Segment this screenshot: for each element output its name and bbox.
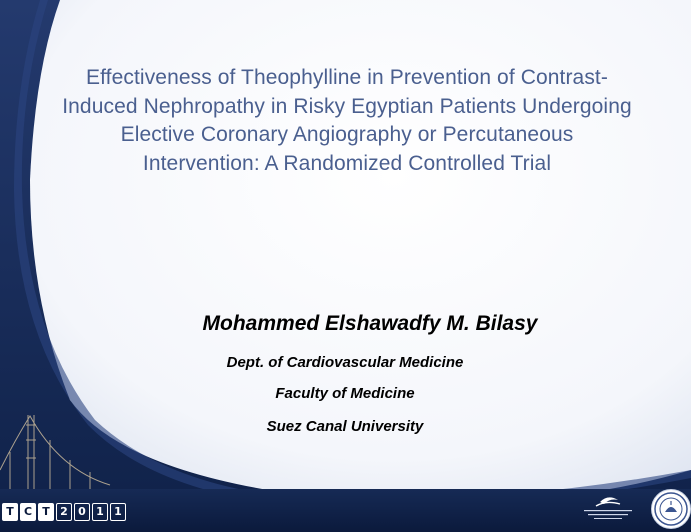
affiliation-university: Suez Canal University xyxy=(266,418,424,435)
author-name: Mohammed Elshawadfy M. Bilasy xyxy=(202,312,538,335)
crf-logo-icon xyxy=(578,492,638,524)
logo-letter: 2 xyxy=(56,503,72,521)
logo-letter: C xyxy=(20,503,36,521)
slide-title: Effectiveness of Theophylline in Prevention of Contrast-Induced Nephropathy in Risky Egyptian Patients Undergoing Elective Coronary Angiography or Percutaneous Intervention: A Randomized Controlled Trial xyxy=(62,66,632,175)
tct-2011-logo xyxy=(2,503,126,521)
logo-letter: T xyxy=(2,503,18,521)
affiliation-faculty: Faculty of Medicine xyxy=(275,385,415,402)
logo-letter: 0 xyxy=(74,503,90,521)
university-seal-icon xyxy=(651,489,691,529)
logo-letter: 1 xyxy=(92,503,108,521)
logo-letter: 1 xyxy=(110,503,126,521)
affiliation-department: Dept. of Cardiovascular Medicine xyxy=(226,354,464,371)
logo-letter: T xyxy=(38,503,54,521)
